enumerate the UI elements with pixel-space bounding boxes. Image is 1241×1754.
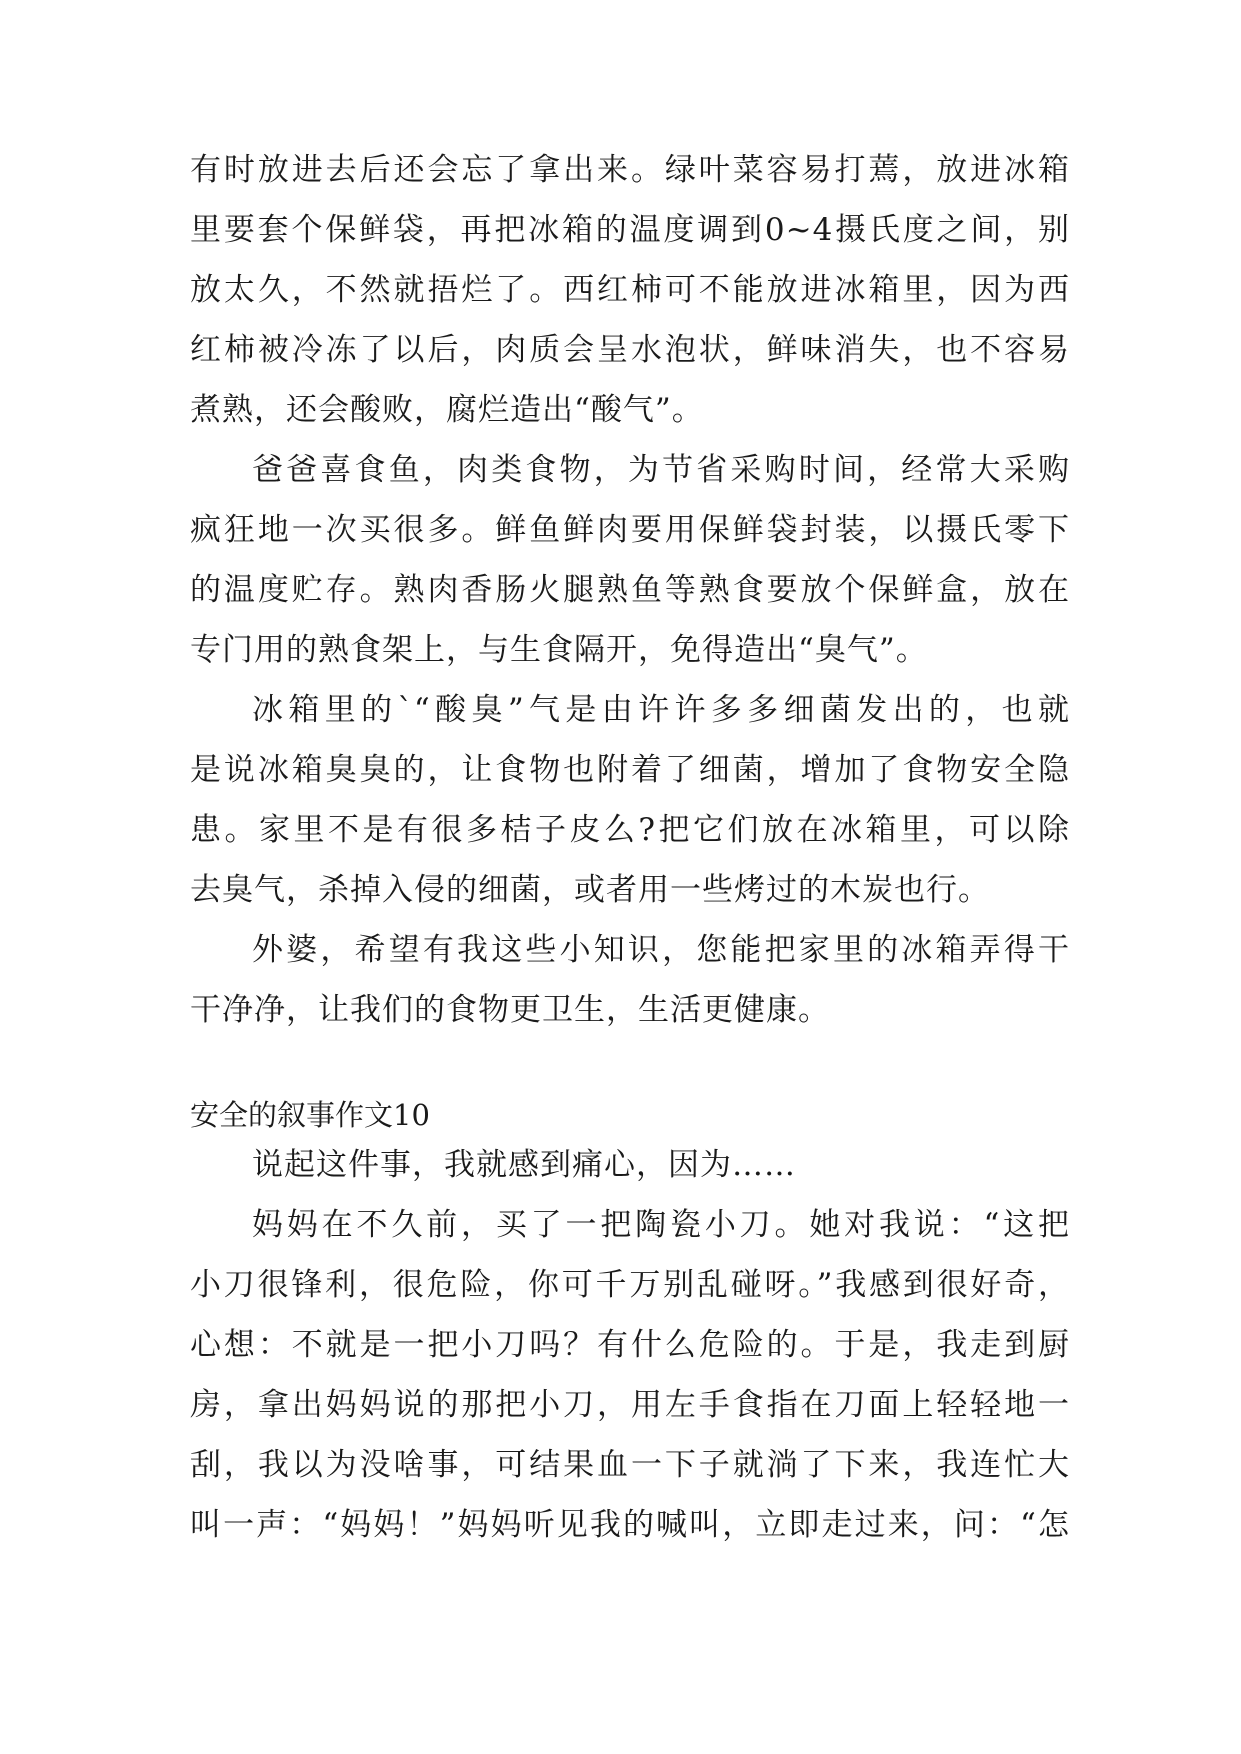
text-line: 煮熟，还会酸败，腐烂造出“酸气”。 <box>190 392 704 428</box>
text-line: 红柿被冷冻了以后，肉质会呈水泡状，鲜味消失，也不容易 <box>190 332 1070 368</box>
text-line: 患。家里不是有很多桔子皮么?把它们放在冰箱里，可以除 <box>190 812 1070 848</box>
text-block-refrigerator <box>190 140 1070 1040</box>
text-line: 去臭气，杀掉入侵的细菌，或者用一些烤过的木炭也行。 <box>190 872 990 908</box>
text-line: 专门用的熟食架上，与生食隔开，免得造出“臭气”。 <box>190 632 928 668</box>
paragraph-first-line: 外婆，希望有我这些小知识，您能把家里的冰箱弄得干 <box>252 932 1070 968</box>
text-line: 疯狂地一次买很多。鲜鱼鲜肉要用保鲜袋封装，以摄氏零下 <box>190 512 1070 548</box>
text-line: 是说冰箱臭臭的，让食物也附着了细菌，增加了食物安全隐 <box>190 752 1070 788</box>
text-line: 里要套个保鲜袋，再把冰箱的温度调到0~4摄氏度之间，别 <box>190 212 1070 248</box>
paragraph-first-line: 爸爸喜食鱼，肉类食物，为节省采购时间，经常大采购 <box>252 452 1070 488</box>
text-line: 有时放进去后还会忘了拿出来。绿叶菜容易打蔫，放进冰箱 <box>190 152 1070 188</box>
text-line: 干净净，让我们的食物更卫生，生活更健康。 <box>190 992 830 1028</box>
text-block-essay <box>190 1135 1070 1555</box>
essay-heading: 安全的叙事作文10 <box>190 1098 430 1132</box>
paragraph-first-line: 说起这件事，我就感到痛心，因为…… <box>252 1147 796 1183</box>
paragraph-first-line: 冰箱里的`“酸臭”气是由许许多多细菌发出的，也就 <box>252 692 1070 728</box>
text-line: 房，拿出妈妈说的那把小刀，用左手食指在刀面上轻轻地一 <box>190 1387 1070 1423</box>
text-line: 刮，我以为没啥事，可结果血一下子就淌了下来，我连忙大 <box>190 1447 1070 1483</box>
text-line: 的温度贮存。熟肉香肠火腿熟鱼等熟食要放个保鲜盒，放在 <box>190 572 1070 608</box>
paragraph-first-line: 妈妈在不久前，买了一把陶瓷小刀。她对我说：“这把 <box>252 1207 1070 1243</box>
text-line: 叫一声：“妈妈！”妈妈听见我的喊叫，立即走过来，问：“怎 <box>190 1507 1070 1543</box>
text-line: 放太久，不然就捂烂了。西红柿可不能放进冰箱里，因为西 <box>190 272 1070 308</box>
text-line: 心想：不就是一把小刀吗？有什么危险的。于是，我走到厨 <box>190 1327 1070 1363</box>
text-line: 小刀很锋利，很危险，你可千万别乱碰呀。”我感到很好奇， <box>190 1267 1070 1303</box>
